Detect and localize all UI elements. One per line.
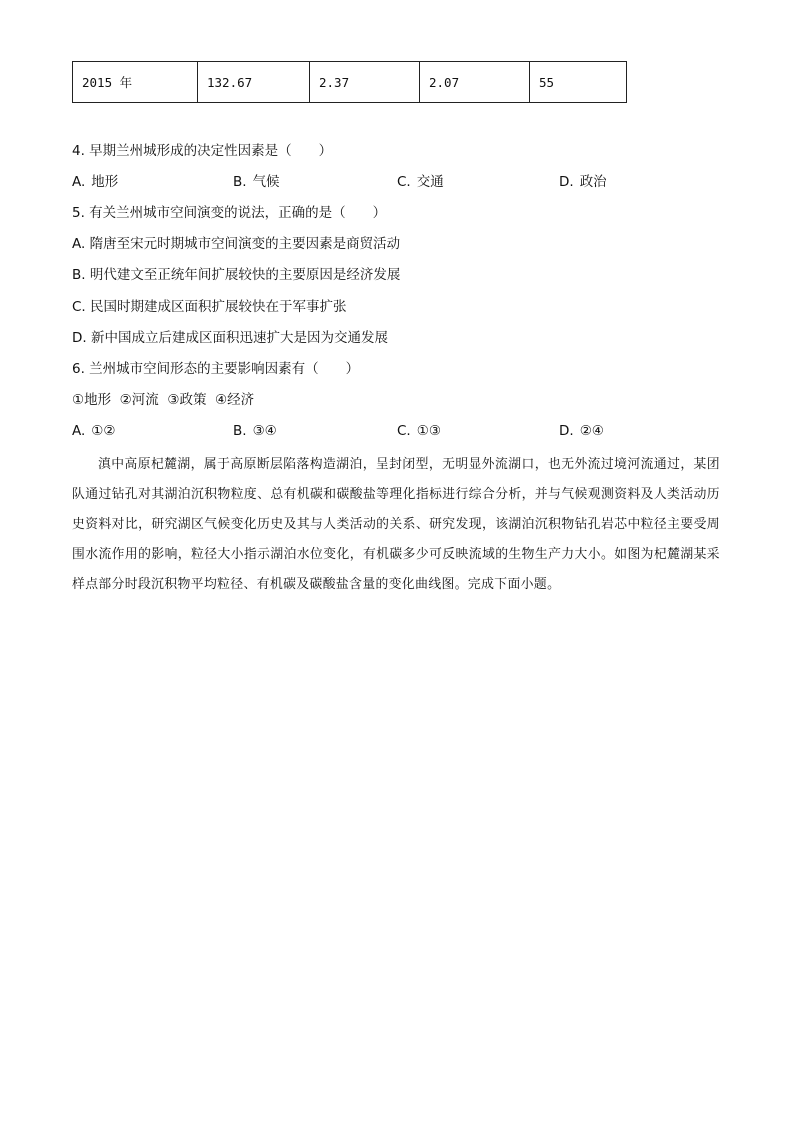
table-row (73, 62, 627, 103)
data-table (72, 61, 627, 103)
question-5-option-a[interactable]: A. 隋唐至宋元时期城市空间演变的主要因素是商贸活动 (72, 236, 401, 252)
question-4-stem: 4. 早期兰州城形成的决定性因素是（ ） (72, 143, 333, 159)
table-cell: 2.07 (420, 62, 530, 103)
question-5-stem: 5. 有关兰州城市空间演变的说法，正确的是（ ） (72, 205, 387, 221)
option-d[interactable]: D. ②④ (559, 423, 604, 439)
table-cell: 2.37 (310, 62, 420, 103)
question-6-factors: ①地形 ②河流 ③政策 ④经济 (72, 392, 255, 408)
question-4-options (72, 172, 632, 192)
option-a[interactable]: A. 地形 (72, 174, 119, 190)
option-b[interactable]: B. ③④ (233, 423, 277, 439)
option-a[interactable]: A. ①② (72, 423, 116, 439)
option-d[interactable]: D. 政治 (559, 174, 607, 190)
question-6-stem: 6. 兰州城市空间形态的主要影响因素有（ ） (72, 361, 360, 377)
reading-passage: 滇中高原杞麓湖，属于高原断层陷落构造湖泊，呈封闭型，无明显外流湖口，也无外流过境河流通过，某团队通过钻孔对其湖泊沉积物粒度、总有机碳和碳酸盐等理化指标进行综合分析，并与气候观测资料及人类活动历史资料对比，研究湖区气候变化历史及其与人类活动的关系、研究发现，该湖泊沉积物钻孔岩芯中粒径主要受周围水流作用的影响，粒径大小指示湖泊水位变化，有机碳多少可反映流域的生物生产力大小。如图为杞麓湖某采样点部分时段沉积物平均粒径、有机碳及碳酸盐含量的变化曲线图。完成下面小题。 (72, 457, 720, 592)
table-cell-year: 2015 年 (73, 62, 198, 103)
table-cell: 132.67 (198, 62, 310, 103)
question-5-option-b[interactable]: B. 明代建文至正统年间扩展较快的主要原因是经济发展 (72, 267, 401, 283)
table-cell: 55 (530, 62, 627, 103)
option-b[interactable]: B. 气候 (233, 174, 280, 190)
option-c[interactable]: C. ①③ (397, 423, 441, 439)
question-5-option-d[interactable]: D. 新中国成立后建成区面积迅速扩大是因为交通发展 (72, 330, 388, 346)
question-6-options (72, 421, 632, 441)
question-5-option-c[interactable]: C. 民国时期建成区面积扩展较快在于军事扩张 (72, 299, 347, 315)
option-c[interactable]: C. 交通 (397, 174, 444, 190)
